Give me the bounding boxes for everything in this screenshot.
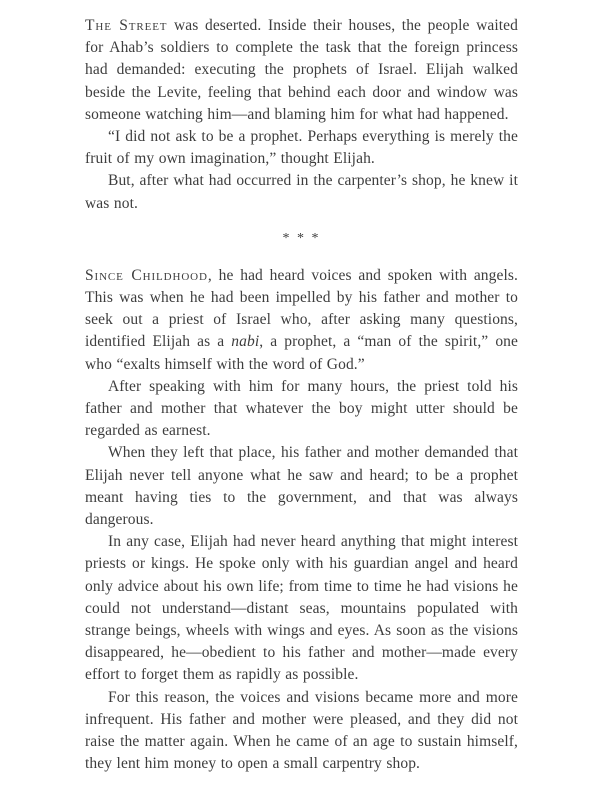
paragraph: After speaking with him for many hours, the priest told his father and mother that whatever the boy might utter should be regarded as earnest. [85,377,518,440]
lead-small-caps: The Street [85,17,168,34]
paragraph: In any case, Elijah had never heard anything that might interest priests or kings. He spoke only with his guardian angel and heard only advice about his own life; from time to time he had visions he could not understand—distant seas, mountains populated with strange beings, wheels with wings and eyes. As soon as the visions disappeared, he—obedient to his father and mother—made every effort to forget them as rapidly as possible. [85,533,518,684]
paragraph: But, after what had occurred in the carpenter’s shop, he knew it was not. [85,172,518,212]
lead-small-caps: Since Childhood [85,266,208,284]
paragraph-text: , he had heard voices and spoken with angels. This was when he had been impelled by his father and mother to seek out a priest of Israel who, after asking many questions, identified Elijah as a [85,266,518,351]
paragraph [85,15,518,126]
italic-term: nabi [231,333,260,351]
paragraph: “I did not ask to be a prophet. Perhaps everything is merely the fruit of my own imagination,” thought Elijah. [85,128,518,168]
paragraph-text: , a prophet, a “man of the spirit,” one who “exalts himself with the word of God.” [85,333,518,373]
paragraph: When they left that place, his father and mother demanded that Elijah never tell anyone what he saw and heard; to be a prophet meant having ties to the government, and that was always dangerous. [85,444,518,529]
section-divider: * * * [282,230,321,246]
paragraph-text: was deserted. Inside their houses, the people waited for Ahab’s soldiers to complete the task that the foreign princess had demanded: executing the prophets of Israel. Elijah walked beside the Levite, feeling that behind each door and window was someone watching him—and blaming him for what had happened. [85,17,518,123]
paragraph: For this reason, the voices and visions became more and more infrequent. His father and mother were pleased, and they did not raise the matter again. When he came of an age to sustain himself, they lent him money to open a small carpentry shop. [85,688,518,773]
paragraph [85,265,518,376]
